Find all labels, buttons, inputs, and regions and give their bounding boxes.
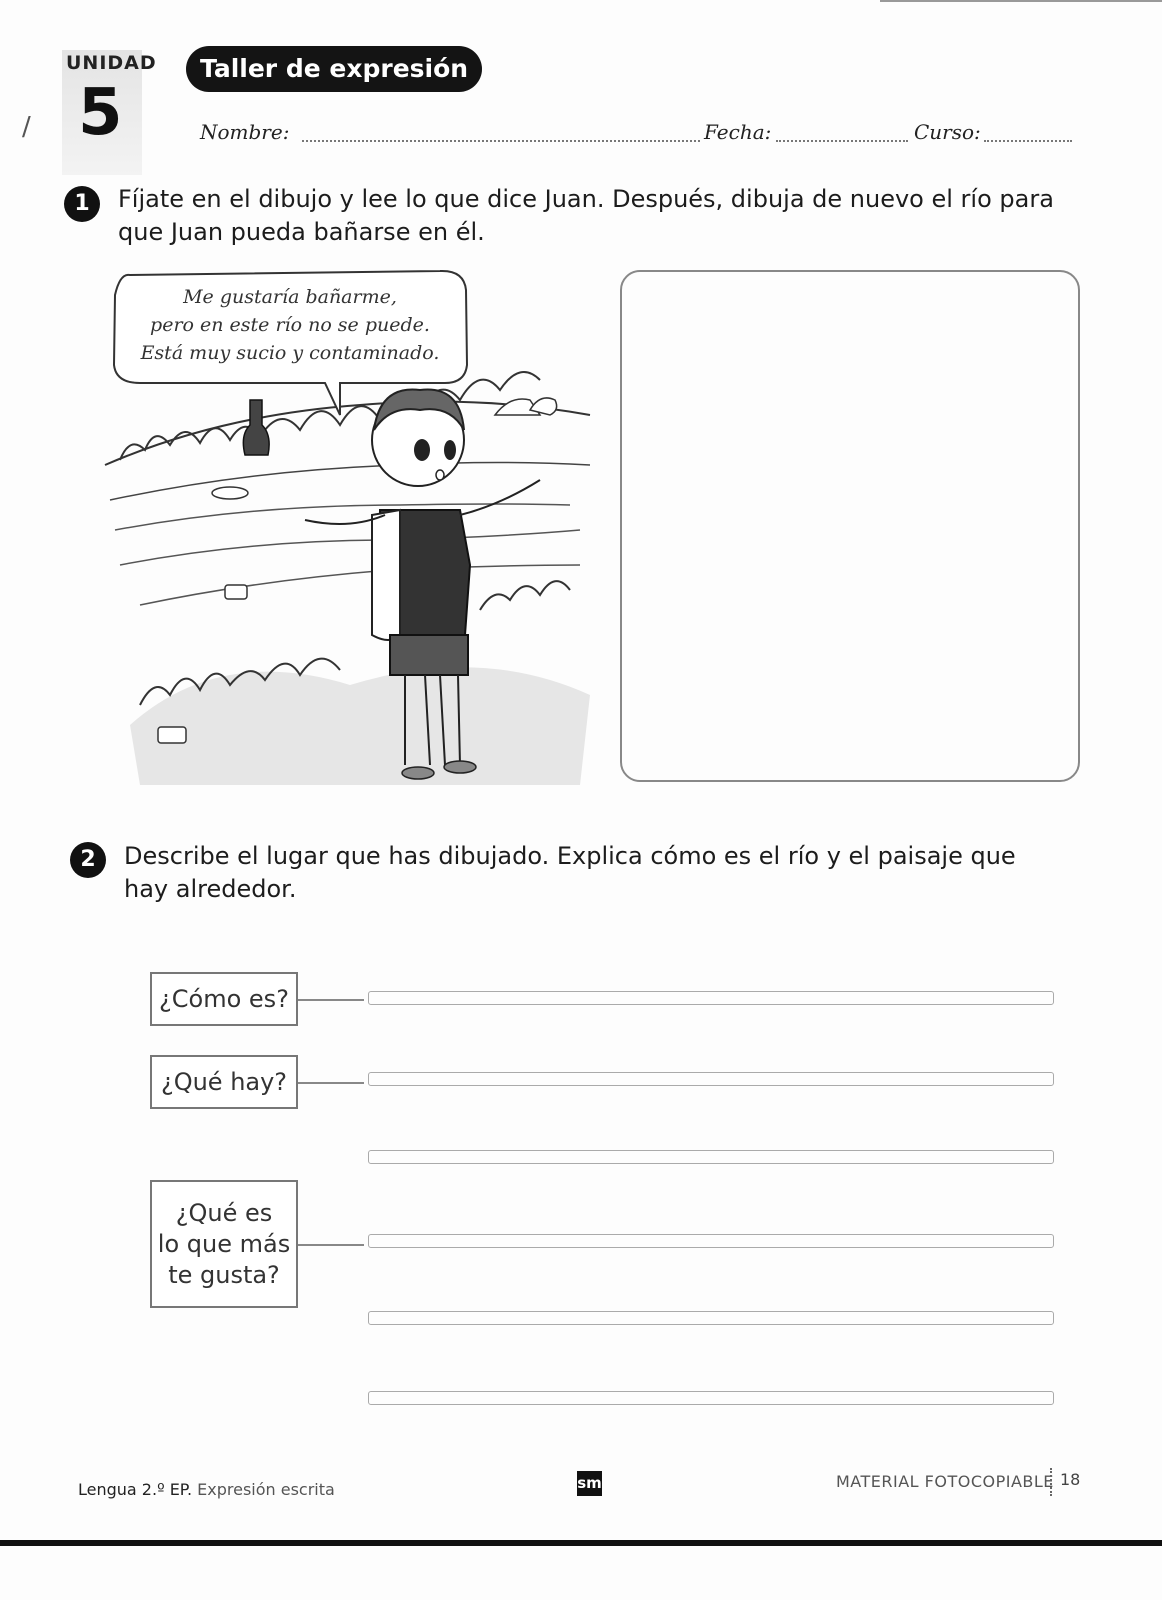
unit-label: UNIDAD <box>66 52 157 74</box>
speech-line-2: pero en este río no se puede. <box>150 314 430 336</box>
footer-material: MATERIAL FOTOCOPIABLE <box>836 1472 1054 1491</box>
footer-separator <box>1050 1468 1052 1496</box>
question-box-favorite <box>150 1180 298 1308</box>
top-rule <box>880 0 1162 2</box>
date-label: Fecha: <box>704 120 772 144</box>
speech-line-1: Me gustaría bañarme, <box>183 286 397 308</box>
polluted-river-illustration <box>100 265 600 795</box>
answer-line[interactable] <box>368 1391 1054 1405</box>
connector-line <box>298 1082 364 1084</box>
name-label: Nombre: <box>200 120 290 144</box>
footer-book-title: Lengua 2.º EP. <box>78 1480 193 1499</box>
publisher-logo: sm <box>577 1471 602 1496</box>
course-label: Curso: <box>914 120 981 144</box>
question-box-what <box>150 1055 298 1109</box>
exercise-2-number: 2 <box>70 842 106 878</box>
footer-book-subtitle: Expresión escrita <box>197 1480 335 1499</box>
answer-line[interactable] <box>368 991 1054 1005</box>
margin-mark: / <box>22 112 31 142</box>
answer-line[interactable] <box>368 1234 1054 1248</box>
speech-line-3: Está muy sucio y contaminado. <box>140 342 440 364</box>
connector-line <box>298 999 364 1001</box>
unit-number: 5 <box>78 76 123 150</box>
question-what: ¿Qué hay? <box>160 1067 288 1096</box>
answer-line[interactable] <box>368 1311 1054 1325</box>
answer-line[interactable] <box>368 1072 1054 1086</box>
page-number: 18 <box>1060 1470 1081 1489</box>
drawing-area[interactable] <box>620 270 1080 782</box>
date-field[interactable] <box>776 140 908 142</box>
question-how: ¿Cómo es? <box>159 984 289 1013</box>
exercise-1-instruction: Fíjate en el dibujo y lee lo que dice Juan. Después, dibuja de nuevo el río para que Juan pueda bañarse en él. <box>118 185 1054 246</box>
footer-book <box>78 1480 335 1499</box>
bottom-rule <box>0 1540 1162 1546</box>
exercise-2-instruction: Describe el lugar que has dibujado. Explica cómo es el río y el paisaje que hay alrededor. <box>124 842 1016 903</box>
connector-line <box>298 1244 364 1246</box>
course-field[interactable] <box>984 140 1072 142</box>
name-field[interactable] <box>302 140 700 142</box>
answer-line[interactable] <box>368 1150 1054 1164</box>
exercise-1-number: 1 <box>64 186 100 222</box>
question-favorite: ¿Qué es lo que más te gusta? <box>157 1198 291 1289</box>
worksheet-title: Taller de expresión <box>186 46 482 92</box>
question-box-how <box>150 972 298 1026</box>
